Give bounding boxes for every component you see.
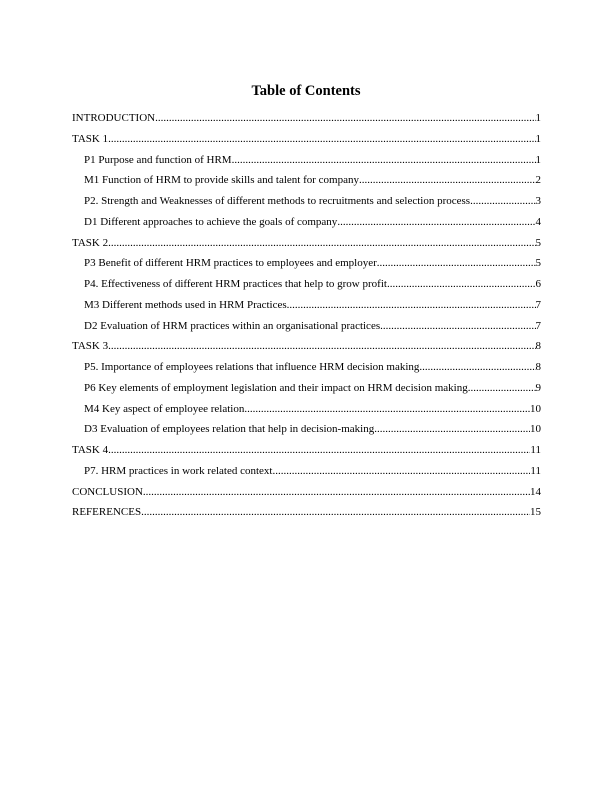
toc-entry-label: TASK 4 [72,444,109,456]
toc-title: Table of Contents [251,83,361,99]
toc-entry-page: 15 [530,506,541,519]
toc-entry[interactable] [72,216,541,237]
toc-entry-label: M1 Function of HRM to provide skills and talent for company [84,174,359,187]
toc-entry-label: D3 Evaluation of employees relation that help in decision-making [84,423,375,436]
toc-entry-page: 5 [535,257,541,270]
toc-leader-dots [272,465,530,477]
toc-entry-page: 14 [530,485,541,498]
toc-leader-dots [141,506,530,518]
toc-entry[interactable] [72,278,541,299]
toc-entry-label: P5. Importance of employees relations that influence HRM decision making [84,361,420,373]
toc-entry-label: P7. HRM practices in work related context [84,464,273,477]
toc-entry-label: REFERENCES [72,506,142,519]
toc-entry[interactable] [72,382,541,403]
toc-leader-dots [359,174,536,186]
toc-leader-dots [287,299,536,311]
toc-entry-label: INTRODUCTION [72,112,156,124]
toc-entry-page: 5 [535,236,541,249]
toc-entry[interactable] [72,237,541,258]
toc-leader-dots [387,278,536,290]
toc-entry-page: 1 [535,132,541,145]
toc-entry[interactable] [72,154,541,175]
toc-entry-label: P1 Purpose and function of HRM [84,153,232,166]
table-of-contents [72,112,541,527]
toc-entry-page: 4 [535,215,541,228]
toc-leader-dots [108,133,535,145]
toc-entry[interactable] [72,133,541,154]
toc-leader-dots [374,423,530,435]
toc-leader-dots [377,257,536,269]
toc-leader-dots [155,112,535,124]
toc-entry[interactable] [72,403,541,424]
toc-entry-label: P2. Strength and Weaknesses of different methods to recruitments and selection process [84,195,471,207]
toc-entry-label: P4. Effectiveness of different HRM practices that help to grow profit [84,278,387,290]
toc-entry-page: 6 [535,278,541,290]
toc-entry-page: 10 [530,402,541,415]
toc-entry-page: 3 [535,195,541,207]
toc-leader-dots [108,237,535,249]
toc-entry[interactable] [72,465,541,486]
toc-leader-dots [232,154,536,166]
toc-entry[interactable] [72,299,541,320]
toc-entry[interactable] [72,444,541,465]
toc-entry[interactable] [72,340,541,361]
toc-leader-dots [380,320,535,332]
toc-leader-dots [468,382,536,394]
toc-entry-label: P6 Key elements of employment legislation and their impact on HRM decision making [84,381,468,394]
toc-entry-label: D1 Different approaches to achieve the goals of company [84,215,338,228]
toc-entry[interactable] [72,320,541,341]
toc-entry[interactable] [72,486,541,507]
toc-entry-label: M3 Different methods used in HRM Practices [84,298,287,311]
toc-entry-page: 9 [535,381,541,394]
toc-entry-page: 7 [535,298,541,311]
toc-entry[interactable] [72,506,541,527]
toc-leader-dots [419,361,535,373]
toc-entry-label: P3 Benefit of different HRM practices to employees and employer [84,257,377,270]
toc-entry-page: 8 [535,361,541,373]
toc-entry-label: D2 Evaluation of HRM practices within an organisational practices [84,319,381,332]
toc-leader-dots [244,403,530,415]
toc-leader-dots [108,444,530,456]
toc-entry-label: TASK 1 [72,132,109,145]
toc-entry-page: 7 [535,319,541,332]
toc-entry-label: CONCLUSION [72,485,143,498]
toc-entry[interactable] [72,361,541,382]
toc-entry[interactable] [72,423,541,444]
toc-entry-page: 1 [535,153,541,166]
toc-entry-page: 10 [530,423,541,436]
toc-entry-label: TASK 2 [72,236,109,249]
toc-leader-dots [143,486,530,498]
toc-entry-label: M4 Key aspect of employee relation [84,402,245,415]
toc-leader-dots [470,195,535,207]
toc-entry-page: 1 [535,112,541,124]
toc-leader-dots [108,340,535,352]
toc-entry[interactable] [72,257,541,278]
toc-entry[interactable] [72,195,541,216]
toc-entry-page: 11 [530,444,541,456]
toc-entry-page: 11 [530,464,541,477]
toc-leader-dots [337,216,535,228]
toc-entry-page: 8 [535,340,541,353]
toc-entry-label: TASK 3 [72,340,109,353]
toc-entry[interactable] [72,112,541,133]
toc-entry-page: 2 [535,174,541,187]
toc-entry[interactable] [72,174,541,195]
